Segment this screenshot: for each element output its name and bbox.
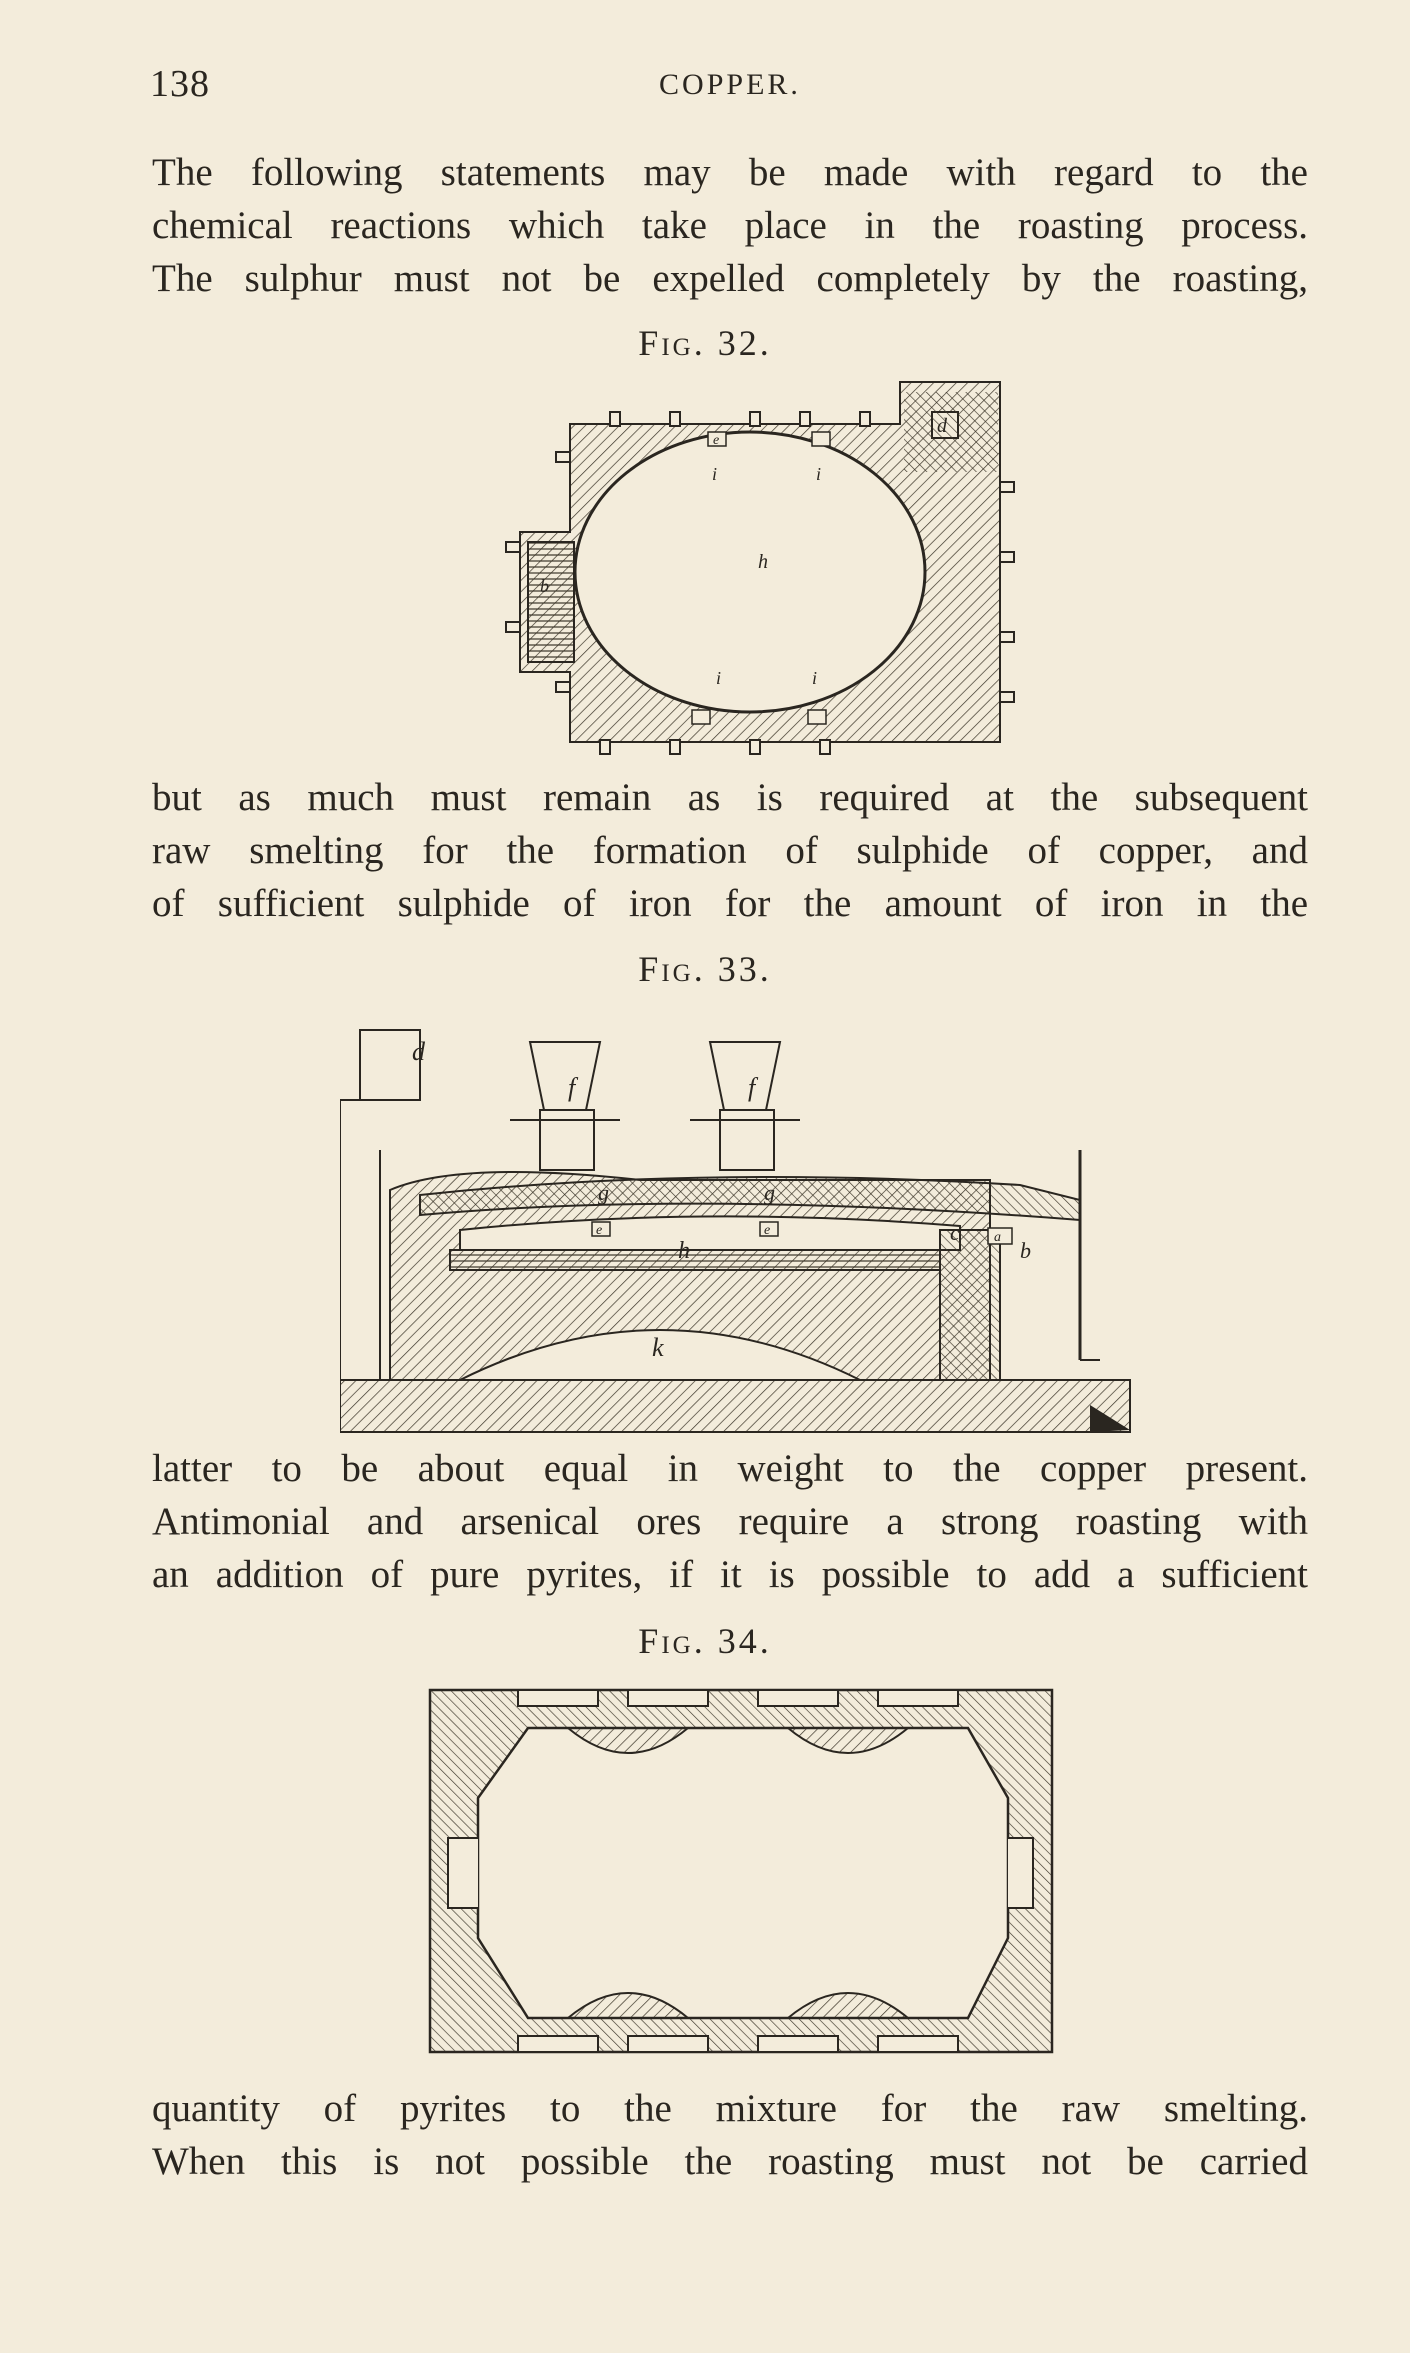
fig32-label-i: i (712, 464, 718, 484)
fig33-label-f: f (568, 1073, 576, 1102)
fig32-label-e: e (713, 433, 720, 448)
paragraph-2 (152, 771, 1308, 930)
fig-33-caption: Fig. 33. (638, 949, 772, 989)
fig33-label-f2: f (748, 1073, 756, 1102)
fig-34-caption: Fig. 34. (638, 1621, 772, 1661)
fig33-label-h: h (678, 1238, 690, 1264)
text-line: The sulphur must not be expelled completely by the roasting, (152, 257, 1308, 300)
fig33-label-e2: e (764, 1223, 771, 1238)
fig-32-caption: Fig. 32. (638, 323, 772, 363)
text-line: quantity of pyrites to the mixture for the raw smelting. (152, 2087, 1308, 2130)
fig33-label-k: k (652, 1333, 664, 1362)
fig33-label-e: e (596, 1223, 603, 1238)
text-line: When this is not possible the roasting must not be carried (152, 2140, 1308, 2183)
paragraph-1 (152, 146, 1308, 305)
text-line: of sufficient sulphide of iron for the amount of iron in the (152, 882, 1308, 925)
fig32-label-i3: i (716, 668, 722, 688)
fig33-label-d: d (412, 1037, 425, 1066)
text-line: The following statements may be made with regard to the (152, 151, 1308, 194)
paragraph-3 (152, 1442, 1308, 1601)
fig33-label-c: c (950, 1220, 960, 1245)
fig-33 (340, 1000, 1140, 1440)
paragraph-4 (152, 2082, 1308, 2188)
fig32-label-i2: i (816, 464, 822, 484)
fig32-label-b: b (540, 576, 549, 596)
fig33-label-a: a (994, 1230, 1001, 1245)
page-number: 138 (150, 63, 210, 105)
text-line: an addition of pure pyrites, if it is possible to add a sufficient (152, 1553, 1308, 1596)
text-line: chemical reactions which take place in the roasting process. (152, 204, 1308, 247)
text-line: but as much must remain as is required at the subsequent (152, 776, 1308, 819)
fig33-label-g: g (598, 1180, 609, 1205)
text-line: Antimonial and arsenical ores require a strong roasting with (152, 1500, 1308, 1543)
fig32-label-h: h (758, 551, 768, 573)
running-head: COPPER. (659, 68, 801, 101)
text-line: latter to be about equal in weight to the copper present. (152, 1447, 1308, 1490)
fig-32 (480, 372, 1020, 762)
fig33-label-b: b (1020, 1238, 1031, 1263)
fig32-label-i4: i (812, 668, 818, 688)
text-line: raw smelting for the formation of sulphide of copper, and (152, 829, 1308, 872)
fig33-label-g2: g (764, 1180, 775, 1205)
page-header (150, 62, 1310, 112)
fig32-label-d: d (937, 415, 947, 437)
fig-34 (428, 1688, 1058, 2058)
